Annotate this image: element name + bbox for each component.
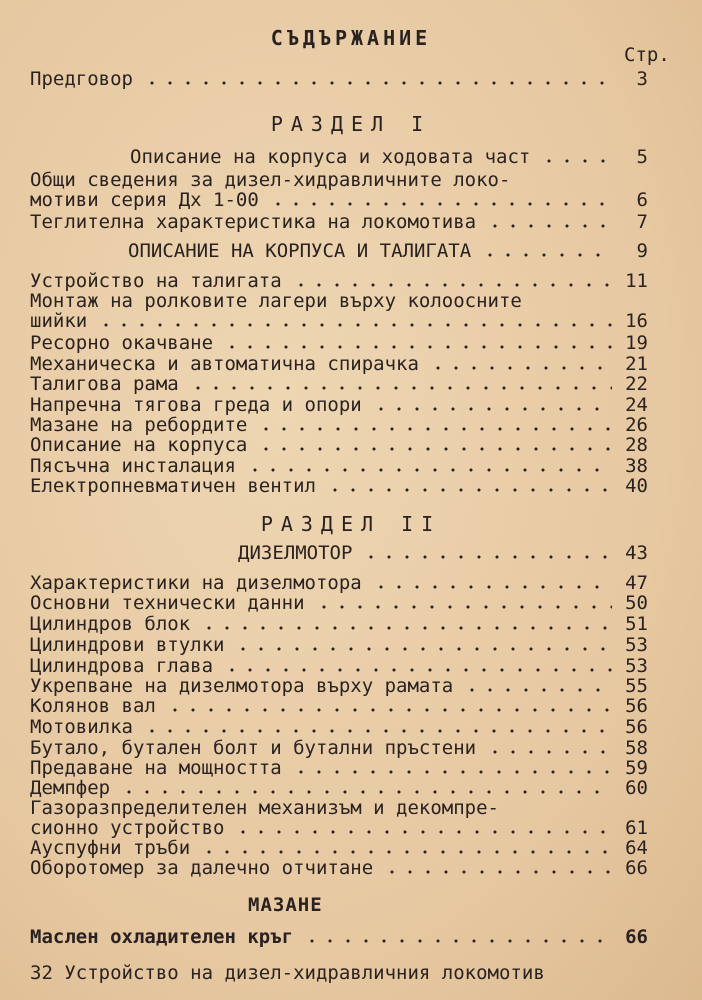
toc-entry (30, 857, 648, 879)
toc-entry (30, 475, 648, 497)
toc-entry-text: Ауспуфни тръби (30, 837, 191, 859)
toc-entry-text: Цилиндров блок (30, 613, 191, 635)
toc-entry-page: 61 (625, 817, 648, 839)
toc-entry-text: Маслен охладителен кръг (30, 926, 294, 948)
toc-entry-text-continued: сионно устройство (30, 817, 225, 839)
toc-entry-page: 60 (625, 777, 648, 799)
toc-entry-page: 38 (625, 455, 648, 477)
dot-leader (269, 202, 612, 206)
toc-entry (30, 270, 648, 292)
toc-entry-text: Механическа и автоматична спирачка (30, 353, 419, 375)
dot-leader (234, 647, 612, 651)
toc-entry-text: Теглителна характеристика на локомотива (30, 211, 477, 233)
toc-entry-text: Предговор (30, 68, 133, 90)
dot-leader (303, 939, 612, 943)
toc-entry-page: 50 (625, 592, 648, 614)
toc-entry (30, 655, 648, 677)
toc-entry (30, 455, 648, 477)
toc-entry-page: 43 (625, 542, 648, 564)
toc-entry-text: Описание на корпуса (30, 434, 248, 456)
toc-entry-text: Мотовилка (30, 716, 133, 738)
dot-leader (372, 407, 612, 411)
toc-entry-page: 59 (625, 757, 648, 779)
dot-leader (463, 688, 612, 692)
toc-entry (30, 572, 648, 594)
toc-entry-page: 22 (625, 373, 648, 395)
dot-leader (429, 366, 612, 370)
subsection-heading (128, 240, 648, 262)
toc-entry-text: Ресорно окачване (30, 332, 214, 354)
toc-entry-page: 28 (625, 434, 648, 456)
dot-leader (166, 708, 612, 712)
toc-entry-text: Бутало, бутален болт и бутални пръстени (30, 737, 477, 759)
toc-entry (30, 737, 648, 759)
toc-entry-text: Характеристики на дизелмотора (30, 572, 362, 594)
toc-entry (30, 353, 648, 375)
dot-leader (143, 729, 612, 733)
dot-leader (292, 283, 612, 287)
toc-entry (30, 695, 648, 717)
dot-leader (223, 345, 612, 349)
dot-leader (97, 323, 612, 327)
toc-entry (30, 310, 648, 332)
dot-leader (120, 790, 612, 794)
toc-entry-page: 53 (625, 655, 648, 677)
toc-entry (30, 332, 648, 354)
toc-entry (30, 211, 648, 233)
section-heading-1: РАЗДЕЛ I (270, 112, 432, 136)
toc-entry-text: Газоразпределителен механизъм и декомпре- (30, 797, 499, 819)
toc-entry-page: 19 (625, 332, 648, 354)
page-column-label: Стр. (624, 44, 670, 66)
toc-entry (30, 434, 648, 456)
toc-entry-text: Оборотомер за далечно отчитане (30, 857, 374, 879)
dot-leader (189, 386, 612, 390)
dot-leader (257, 447, 612, 451)
toc-entry (30, 675, 648, 697)
dot-leader (143, 81, 612, 85)
toc-entry-text: Монтаж на ролковите лагери върху колоосните (30, 290, 522, 312)
dot-leader (246, 468, 612, 472)
toc-entry-text: Общи сведения за дизел-хидравличните локо- (30, 169, 511, 191)
toc-entry-text: Напречна тягова греда и опори (30, 394, 362, 416)
toc-entry-page: 66 (625, 857, 648, 879)
toc-entry-text: Основни технически данни (30, 592, 305, 614)
toc-entry (30, 777, 648, 799)
dot-leader (200, 850, 612, 854)
toc-entry-page: 55 (625, 675, 648, 697)
toc-entry (30, 757, 648, 779)
toc-entry (30, 394, 648, 416)
toc-entry-text: Талигова рама (30, 373, 179, 395)
toc-entry-page: 5 (636, 146, 648, 168)
dot-leader (200, 626, 612, 630)
dot-leader (223, 668, 612, 672)
dot-leader (372, 585, 612, 589)
toc-entry-text: Мазане на ребордите (30, 414, 248, 436)
subsection-heading-text: ОПИСАНИЕ НА КОРПУСА И ТАЛИГАТА (128, 240, 472, 262)
toc-entry-text: Описание на корпуса и ходовата част (130, 146, 531, 168)
toc-entry-text: Устройство на талигата (30, 270, 282, 292)
dot-leader (326, 488, 612, 492)
dot-leader (540, 159, 612, 163)
toc-entry-page: 56 (625, 716, 648, 738)
page-footer: 32 Устройство на дизел-хидравличния локомотив (30, 962, 545, 984)
toc-entry-text: Укрепване на дизелмотора върху рамата (30, 675, 454, 697)
toc-entry (30, 817, 648, 839)
toc-entry-page: 64 (625, 837, 648, 859)
toc-entry (30, 189, 648, 211)
dot-leader (257, 427, 612, 431)
page-title: СЪДЪРЖАНИЕ (270, 26, 432, 50)
toc-entry-page: 24 (625, 394, 648, 416)
subsection-heading-text: ДИЗЕЛМОТОР (238, 542, 353, 564)
toc-entry (30, 592, 648, 614)
toc-entry (30, 634, 648, 656)
subsection-heading (238, 542, 648, 564)
toc-entry (130, 146, 648, 168)
dot-leader (362, 555, 612, 559)
toc-entry-page: 47 (625, 572, 648, 594)
toc-entry (30, 613, 648, 635)
toc-entry-page: 58 (625, 737, 648, 759)
toc-entry-page: 7 (636, 211, 648, 233)
toc-entry (30, 414, 648, 436)
toc-entry-text: Демпфер (30, 777, 111, 799)
toc-entry (30, 373, 648, 395)
dot-leader (234, 830, 612, 834)
toc-entry-page: 53 (625, 634, 648, 656)
toc-entry (30, 837, 648, 859)
dot-leader (486, 750, 612, 754)
subsection-heading-lubrication: МАЗАНЕ (248, 894, 323, 916)
toc-entry-text: Цилиндрова глава (30, 655, 214, 677)
dot-leader (486, 224, 612, 228)
toc-entry-text-continued: шийки (30, 310, 88, 332)
toc-entry-page: 56 (625, 695, 648, 717)
toc-entry-text: Пясъчна инсталация (30, 455, 236, 477)
toc-entry-page: 21 (625, 353, 648, 375)
toc-entry (30, 716, 648, 738)
toc-entry-page: 40 (625, 475, 648, 497)
toc-entry-page: 51 (625, 613, 648, 635)
toc-entry-page: 66 (625, 926, 648, 948)
dot-leader (315, 605, 612, 609)
toc-entry-text: Колянов вал (30, 695, 156, 717)
toc-entry-text: Цилиндрови втулки (30, 634, 225, 656)
toc-entry-page: 3 (636, 68, 648, 90)
toc-entry-page: 11 (625, 270, 648, 292)
dot-leader (383, 870, 612, 874)
dot-leader (481, 253, 612, 257)
toc-entry (30, 926, 648, 948)
dot-leader (292, 770, 612, 774)
toc-entry-page: 6 (636, 189, 648, 211)
toc-entry-page: 16 (625, 310, 648, 332)
toc-entry-text: Електропневматичен вентил (30, 475, 316, 497)
section-heading-2: РАЗДЕЛ II (260, 512, 442, 536)
toc-entry-text-continued: мотиви серия Дх 1-00 (30, 189, 259, 211)
toc-entry-page: 9 (636, 240, 648, 262)
toc-entry-preface (30, 68, 648, 90)
toc-entry-page: 26 (625, 414, 648, 436)
toc-entry-text: Предаване на мощността (30, 757, 282, 779)
